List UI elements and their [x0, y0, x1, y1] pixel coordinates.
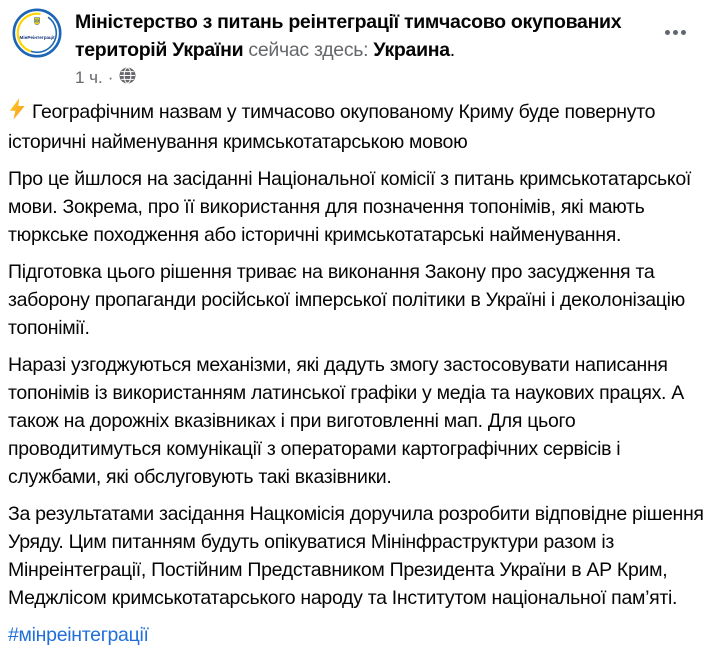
page-title-line: [75, 8, 660, 64]
hashtag-line: [8, 621, 707, 649]
avatar-label: МінРеінтеграції: [19, 34, 55, 40]
post-paragraph: Про це йшлося на засіданні Національної комісії з питань кримськотатарської мови. Зокрема, про її використання для позначення топонімів, які мають тюркське походження або історичні кримськотатарські найменування.: [8, 168, 691, 246]
status-prefix: сейчас здесь:: [248, 39, 369, 61]
page-name-link[interactable]: Міністерство з питань реінтеграції тимчасово окупованих територій України: [75, 11, 622, 61]
hashtag-link[interactable]: #мінреінтеграції: [8, 624, 149, 646]
location-suffix: .: [449, 39, 455, 61]
header-text: [75, 8, 660, 89]
post-paragraph: Наразі узгоджуються механізми, які дадуть змогу застосовувати написання топонімів із використанням латинської графіки у медіа та наукових працях. А також на дорожніх вказівниках і при виготовленні мап. Для цього проводитимуться комунікації з операторами картографічних сервісів і службами, які обслуговують такі вказівники.: [8, 354, 684, 488]
post-paragraph: [8, 98, 707, 156]
dot-icon: [673, 30, 678, 35]
paragraph-text: Географічним назвам у тимчасово окупованому Криму буде повернуто історичні найменування кримськотатарською мовою: [8, 101, 656, 153]
dot-icon: [665, 30, 670, 35]
meta-separator: ·: [107, 68, 114, 87]
post-header: [8, 6, 713, 89]
lightning-emoji: [8, 98, 26, 128]
ministry-logo-icon: [12, 8, 62, 58]
page-avatar[interactable]: [12, 8, 62, 58]
timestamp-link[interactable]: 1 ч.: [75, 68, 103, 87]
post-body: [8, 98, 713, 649]
post-paragraph: Підготовка цього рішення триває на виконання Закону про засудження та заборону пропаганди російської імперської політики в Україні і деколонізацію топонімії.: [8, 261, 685, 339]
globe-icon: [119, 67, 136, 89]
post-paragraph: За результатами засідання Нацкомісія доручила розробити відповідне рішення Уряду. Цим питанням будуть опікуватися Мінінфраструктури разом із Мінреінтеграції, Постійним Представником Президента України в АР Крим, Меджлісом кримськотатарського народу та Інститутом національної пам’яті.: [8, 503, 704, 609]
more-options-button[interactable]: [655, 16, 695, 48]
dot-icon: [681, 30, 686, 35]
post-meta: [75, 67, 660, 89]
location-link[interactable]: Украина: [373, 39, 450, 61]
